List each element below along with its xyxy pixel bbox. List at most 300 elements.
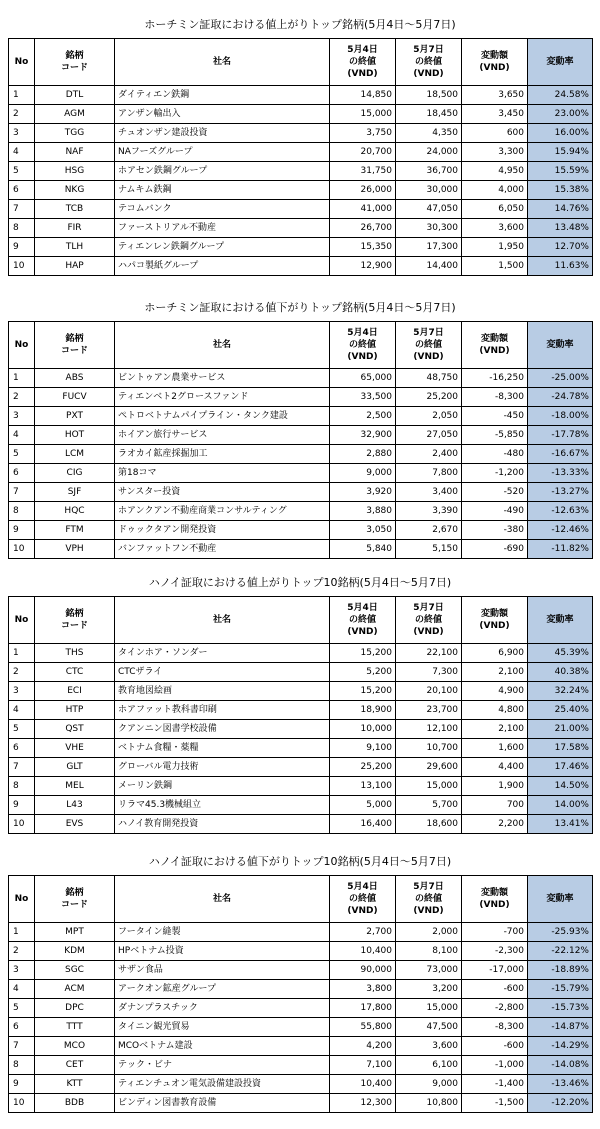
company-name: ベトナム食糧・薬糧	[115, 739, 330, 758]
row-number: 9	[9, 238, 35, 257]
close-may4-header: 5月4日 の終値 (VND)	[330, 876, 396, 923]
close-may7: 18,500	[396, 86, 462, 105]
company-name: ナムキム鉄鋼	[115, 181, 330, 200]
change-rate: 14.50%	[528, 777, 593, 796]
change-amount: 700	[462, 796, 528, 815]
stock-code: KDM	[35, 942, 115, 961]
company-name: ティエンチュオン電気設備建設投資	[115, 1075, 330, 1094]
table-row	[9, 644, 593, 663]
change-rate: 15.59%	[528, 162, 593, 181]
close-may7: 10,700	[396, 739, 462, 758]
stock-code: SGC	[35, 961, 115, 980]
stock-code: NKG	[35, 181, 115, 200]
stock-code: L43	[35, 796, 115, 815]
change-rate: -11.82%	[528, 540, 593, 559]
close-may7: 18,450	[396, 105, 462, 124]
table-row	[9, 1018, 593, 1037]
close-may4: 12,900	[330, 257, 396, 276]
close-may7: 2,670	[396, 521, 462, 540]
stock-code: AGM	[35, 105, 115, 124]
change-amount: -1,400	[462, 1075, 528, 1094]
change-rate: 15.38%	[528, 181, 593, 200]
stock-code: HAP	[35, 257, 115, 276]
row-number: 9	[9, 521, 35, 540]
row-number: 4	[9, 143, 35, 162]
close-may4: 16,400	[330, 815, 396, 834]
stock-code: FUCV	[35, 388, 115, 407]
row-number: 8	[9, 219, 35, 238]
table-row	[9, 143, 593, 162]
stock-code: TGG	[35, 124, 115, 143]
no-header: No	[9, 876, 35, 923]
company-name: NAフーズグループ	[115, 143, 330, 162]
change-amount: -8,300	[462, 388, 528, 407]
company-name: ティエンベト2グロースファンド	[115, 388, 330, 407]
table-row	[9, 758, 593, 777]
row-number: 1	[9, 369, 35, 388]
row-number: 10	[9, 257, 35, 276]
stock-code: HOT	[35, 426, 115, 445]
row-number: 5	[9, 445, 35, 464]
close-may4: 7,100	[330, 1056, 396, 1075]
ranking-table	[8, 38, 593, 276]
table-row	[9, 86, 593, 105]
change-amount: -17,000	[462, 961, 528, 980]
table-row	[9, 999, 593, 1018]
change-amount-header: 変動額 (VND)	[462, 597, 528, 644]
section-title: ホーチミン証取における値上がりトップ銘柄(5月4日～5月7日)	[144, 18, 456, 31]
close-may4: 26,000	[330, 181, 396, 200]
row-number: 9	[9, 1075, 35, 1094]
close-may4: 14,850	[330, 86, 396, 105]
close-may7: 3,200	[396, 980, 462, 999]
stock-code: TCB	[35, 200, 115, 219]
change-rate: 21.00%	[528, 720, 593, 739]
close-may7: 4,350	[396, 124, 462, 143]
close-may4: 13,100	[330, 777, 396, 796]
close-may4: 65,000	[330, 369, 396, 388]
row-number: 8	[9, 777, 35, 796]
change-amount: -690	[462, 540, 528, 559]
change-amount: 6,900	[462, 644, 528, 663]
change-amount: 4,400	[462, 758, 528, 777]
table-row	[9, 815, 593, 834]
close-may7: 3,390	[396, 502, 462, 521]
stock-code: BDB	[35, 1094, 115, 1113]
stock-code: CET	[35, 1056, 115, 1075]
close-may4: 10,400	[330, 1075, 396, 1094]
close-may4: 5,200	[330, 663, 396, 682]
change-amount-header: 変動額 (VND)	[462, 322, 528, 369]
table-row	[9, 796, 593, 815]
close-may7: 23,700	[396, 701, 462, 720]
row-number: 10	[9, 815, 35, 834]
row-number: 4	[9, 426, 35, 445]
change-amount: 2,100	[462, 720, 528, 739]
close-may4: 18,900	[330, 701, 396, 720]
table-row	[9, 162, 593, 181]
change-amount: -480	[462, 445, 528, 464]
ranking-section	[0, 295, 600, 559]
change-amount: -1,500	[462, 1094, 528, 1113]
change-amount: 1,900	[462, 777, 528, 796]
company-name: バンファットフン不動産	[115, 540, 330, 559]
change-rate: -25.93%	[528, 923, 593, 942]
row-number: 8	[9, 1056, 35, 1075]
change-rate: 15.94%	[528, 143, 593, 162]
close-may7: 2,000	[396, 923, 462, 942]
company-name: リラマ45.3機械組立	[115, 796, 330, 815]
company-name: メーリン鉄鋼	[115, 777, 330, 796]
table-row	[9, 521, 593, 540]
change-amount: 4,000	[462, 181, 528, 200]
close-may4: 3,800	[330, 980, 396, 999]
change-rate: -12.46%	[528, 521, 593, 540]
row-number: 3	[9, 961, 35, 980]
stock-code: EVS	[35, 815, 115, 834]
change-amount: -520	[462, 483, 528, 502]
change-rate-header: 変動率	[528, 39, 593, 86]
close-may4: 2,700	[330, 923, 396, 942]
close-may7: 6,100	[396, 1056, 462, 1075]
code-header: 銘柄 コード	[35, 322, 115, 369]
company-name: サザン食品	[115, 961, 330, 980]
close-may4: 10,400	[330, 942, 396, 961]
change-rate: -13.46%	[528, 1075, 593, 1094]
stock-code: MEL	[35, 777, 115, 796]
table-row	[9, 720, 593, 739]
no-header: No	[9, 39, 35, 86]
table-row	[9, 257, 593, 276]
row-number: 10	[9, 540, 35, 559]
row-number: 6	[9, 181, 35, 200]
close-may7: 47,050	[396, 200, 462, 219]
company-name: CTCザライ	[115, 663, 330, 682]
close-may7-header: 5月7日 の終値 (VND)	[396, 322, 462, 369]
stock-code: THS	[35, 644, 115, 663]
table-row	[9, 464, 593, 483]
table-row	[9, 219, 593, 238]
company-name: フータイン縫製	[115, 923, 330, 942]
change-amount: 3,300	[462, 143, 528, 162]
change-amount-header: 変動額 (VND)	[462, 39, 528, 86]
stock-code: NAF	[35, 143, 115, 162]
company-name: グローバル電力技術	[115, 758, 330, 777]
close-may4: 41,000	[330, 200, 396, 219]
stock-code: HQC	[35, 502, 115, 521]
row-number: 2	[9, 663, 35, 682]
close-may7: 20,100	[396, 682, 462, 701]
company-name: タインホア・ソンダー	[115, 644, 330, 663]
table-row	[9, 181, 593, 200]
close-may7: 47,500	[396, 1018, 462, 1037]
change-amount: 4,900	[462, 682, 528, 701]
company-name: ドゥックタアン開発投資	[115, 521, 330, 540]
table-row	[9, 407, 593, 426]
change-amount: -1,200	[462, 464, 528, 483]
change-rate: 16.00%	[528, 124, 593, 143]
row-number: 2	[9, 388, 35, 407]
row-number: 5	[9, 720, 35, 739]
no-header: No	[9, 597, 35, 644]
close-may7: 7,800	[396, 464, 462, 483]
change-amount: 3,600	[462, 219, 528, 238]
close-may4: 26,700	[330, 219, 396, 238]
close-may7: 17,300	[396, 238, 462, 257]
close-may4: 9,000	[330, 464, 396, 483]
close-may4: 20,700	[330, 143, 396, 162]
company-name: クアンニン図書学校設備	[115, 720, 330, 739]
close-may4: 5,000	[330, 796, 396, 815]
change-rate: -25.00%	[528, 369, 593, 388]
table-row	[9, 961, 593, 980]
close-may4: 12,300	[330, 1094, 396, 1113]
company-name: テック・ビナ	[115, 1056, 330, 1075]
change-amount: -2,800	[462, 999, 528, 1018]
close-may7: 22,100	[396, 644, 462, 663]
table-row	[9, 1075, 593, 1094]
stock-code: SJF	[35, 483, 115, 502]
change-amount: -1,000	[462, 1056, 528, 1075]
table-row	[9, 923, 593, 942]
close-may4: 10,000	[330, 720, 396, 739]
company-name: ラオカイ鉱産採掘加工	[115, 445, 330, 464]
row-number: 3	[9, 682, 35, 701]
close-may7: 15,000	[396, 777, 462, 796]
close-may7-header: 5月7日 の終値 (VND)	[396, 39, 462, 86]
company-name: ファーストリアル不動産	[115, 219, 330, 238]
row-number: 5	[9, 999, 35, 1018]
table-row	[9, 980, 593, 999]
row-number: 5	[9, 162, 35, 181]
change-amount: 4,950	[462, 162, 528, 181]
close-may4: 15,350	[330, 238, 396, 257]
ranking-section	[0, 570, 600, 834]
close-may7: 15,000	[396, 999, 462, 1018]
close-may7-header: 5月7日 の終値 (VND)	[396, 876, 462, 923]
change-amount: -450	[462, 407, 528, 426]
close-may7: 48,750	[396, 369, 462, 388]
close-may7: 18,600	[396, 815, 462, 834]
close-may4: 55,800	[330, 1018, 396, 1037]
company-name: 第18コマ	[115, 464, 330, 483]
stock-code: PXT	[35, 407, 115, 426]
code-header: 銘柄 コード	[35, 597, 115, 644]
row-number: 10	[9, 1094, 35, 1113]
table-row	[9, 369, 593, 388]
change-amount: 1,600	[462, 739, 528, 758]
stock-code: QST	[35, 720, 115, 739]
change-rate: 25.40%	[528, 701, 593, 720]
table-row	[9, 1094, 593, 1113]
company-name: ペトロベトナムパイプライン・タンク建設	[115, 407, 330, 426]
change-amount: -700	[462, 923, 528, 942]
row-number: 4	[9, 701, 35, 720]
close-may4: 90,000	[330, 961, 396, 980]
stock-code: TLH	[35, 238, 115, 257]
close-may7: 27,050	[396, 426, 462, 445]
close-may4: 5,840	[330, 540, 396, 559]
table-row	[9, 483, 593, 502]
company-name-header: 社名	[115, 39, 330, 86]
change-rate: 12.70%	[528, 238, 593, 257]
company-name: ビントゥアン農業サービス	[115, 369, 330, 388]
section-title: ハノイ証取における値上がりトップ10銘柄(5月4日～5月7日)	[148, 576, 452, 589]
change-amount: 4,800	[462, 701, 528, 720]
close-may4: 4,200	[330, 1037, 396, 1056]
close-may7: 36,700	[396, 162, 462, 181]
row-number: 8	[9, 502, 35, 521]
change-rate: 14.00%	[528, 796, 593, 815]
stock-code: CTC	[35, 663, 115, 682]
table-row	[9, 105, 593, 124]
change-rate: -15.73%	[528, 999, 593, 1018]
change-amount: 3,450	[462, 105, 528, 124]
change-rate: -24.78%	[528, 388, 593, 407]
change-amount: -490	[462, 502, 528, 521]
close-may7: 9,000	[396, 1075, 462, 1094]
close-may7: 7,300	[396, 663, 462, 682]
company-name-header: 社名	[115, 597, 330, 644]
code-header: 銘柄 コード	[35, 39, 115, 86]
table-row	[9, 1037, 593, 1056]
change-rate: -13.33%	[528, 464, 593, 483]
table-header-row	[9, 322, 593, 369]
company-name: チュオンザン建設投資	[115, 124, 330, 143]
stock-code: ABS	[35, 369, 115, 388]
close-may4: 3,050	[330, 521, 396, 540]
close-may7: 5,150	[396, 540, 462, 559]
change-rate: 24.58%	[528, 86, 593, 105]
company-name-header: 社名	[115, 876, 330, 923]
close-may4: 3,750	[330, 124, 396, 143]
table-row	[9, 739, 593, 758]
stock-code: HTP	[35, 701, 115, 720]
row-number: 1	[9, 86, 35, 105]
stock-code: ACM	[35, 980, 115, 999]
row-number: 2	[9, 942, 35, 961]
change-rate-header: 変動率	[528, 597, 593, 644]
table-row	[9, 682, 593, 701]
change-rate-header: 変動率	[528, 876, 593, 923]
close-may7: 30,300	[396, 219, 462, 238]
change-rate: 23.00%	[528, 105, 593, 124]
company-name: アークオン鉱産グループ	[115, 980, 330, 999]
company-name: ビンディン図書教育設備	[115, 1094, 330, 1113]
table-row	[9, 942, 593, 961]
company-name: ハパコ製紙グループ	[115, 257, 330, 276]
change-rate: -17.78%	[528, 426, 593, 445]
company-name: ダナンプラスチック	[115, 999, 330, 1018]
change-amount: -2,300	[462, 942, 528, 961]
code-header: 銘柄 コード	[35, 876, 115, 923]
section-title: ホーチミン証取における値下がりトップ銘柄(5月4日～5月7日)	[144, 301, 456, 314]
stock-code: KTT	[35, 1075, 115, 1094]
company-name: ハノイ教育開発投資	[115, 815, 330, 834]
change-amount: 2,100	[462, 663, 528, 682]
close-may7: 30,000	[396, 181, 462, 200]
stock-code: DPC	[35, 999, 115, 1018]
close-may4: 25,200	[330, 758, 396, 777]
stock-code: DTL	[35, 86, 115, 105]
stock-code: TTT	[35, 1018, 115, 1037]
change-amount: -380	[462, 521, 528, 540]
change-rate: -16.67%	[528, 445, 593, 464]
change-rate: -12.20%	[528, 1094, 593, 1113]
stock-code: HSG	[35, 162, 115, 181]
table-row	[9, 124, 593, 143]
close-may4-header: 5月4日 の終値 (VND)	[330, 597, 396, 644]
ranking-table	[8, 596, 593, 834]
table-row	[9, 200, 593, 219]
ranking-table	[8, 875, 593, 1113]
company-name-header: 社名	[115, 322, 330, 369]
stock-code: CIG	[35, 464, 115, 483]
ranking-section	[0, 849, 600, 1113]
change-amount: -16,250	[462, 369, 528, 388]
close-may7: 73,000	[396, 961, 462, 980]
table-header-row	[9, 876, 593, 923]
company-name: MCOベトナム建設	[115, 1037, 330, 1056]
row-number: 2	[9, 105, 35, 124]
change-rate: 40.38%	[528, 663, 593, 682]
change-rate: 17.46%	[528, 758, 593, 777]
change-amount: -5,850	[462, 426, 528, 445]
close-may4: 32,900	[330, 426, 396, 445]
row-number: 7	[9, 200, 35, 219]
change-rate: 32.24%	[528, 682, 593, 701]
change-rate: 45.39%	[528, 644, 593, 663]
table-row	[9, 540, 593, 559]
change-amount: 1,500	[462, 257, 528, 276]
section-title: ハノイ証取における値下がりトップ10銘柄(5月4日～5月7日)	[148, 855, 452, 868]
close-may4: 15,000	[330, 105, 396, 124]
table-row	[9, 663, 593, 682]
close-may4-header: 5月4日 の終値 (VND)	[330, 322, 396, 369]
close-may4: 3,880	[330, 502, 396, 521]
close-may7: 2,400	[396, 445, 462, 464]
close-may4: 33,500	[330, 388, 396, 407]
change-rate: -22.12%	[528, 942, 593, 961]
change-rate: -18.89%	[528, 961, 593, 980]
change-amount: 1,950	[462, 238, 528, 257]
close-may7: 8,100	[396, 942, 462, 961]
change-rate: -18.00%	[528, 407, 593, 426]
table-header-row	[9, 39, 593, 86]
table-row	[9, 777, 593, 796]
close-may7: 3,600	[396, 1037, 462, 1056]
row-number: 7	[9, 758, 35, 777]
close-may7: 2,050	[396, 407, 462, 426]
change-rate: 14.76%	[528, 200, 593, 219]
close-may7: 25,200	[396, 388, 462, 407]
stock-code: VHE	[35, 739, 115, 758]
stock-code: MCO	[35, 1037, 115, 1056]
close-may4: 15,200	[330, 644, 396, 663]
change-amount: -600	[462, 1037, 528, 1056]
close-may4: 15,200	[330, 682, 396, 701]
close-may4: 31,750	[330, 162, 396, 181]
table-row	[9, 238, 593, 257]
stock-code: FTM	[35, 521, 115, 540]
change-rate: 11.63%	[528, 257, 593, 276]
ranking-table	[8, 321, 593, 559]
close-may7: 24,000	[396, 143, 462, 162]
change-rate: -13.27%	[528, 483, 593, 502]
close-may7: 12,100	[396, 720, 462, 739]
company-name: ホイアン旅行サービス	[115, 426, 330, 445]
close-may4-header: 5月4日 の終値 (VND)	[330, 39, 396, 86]
